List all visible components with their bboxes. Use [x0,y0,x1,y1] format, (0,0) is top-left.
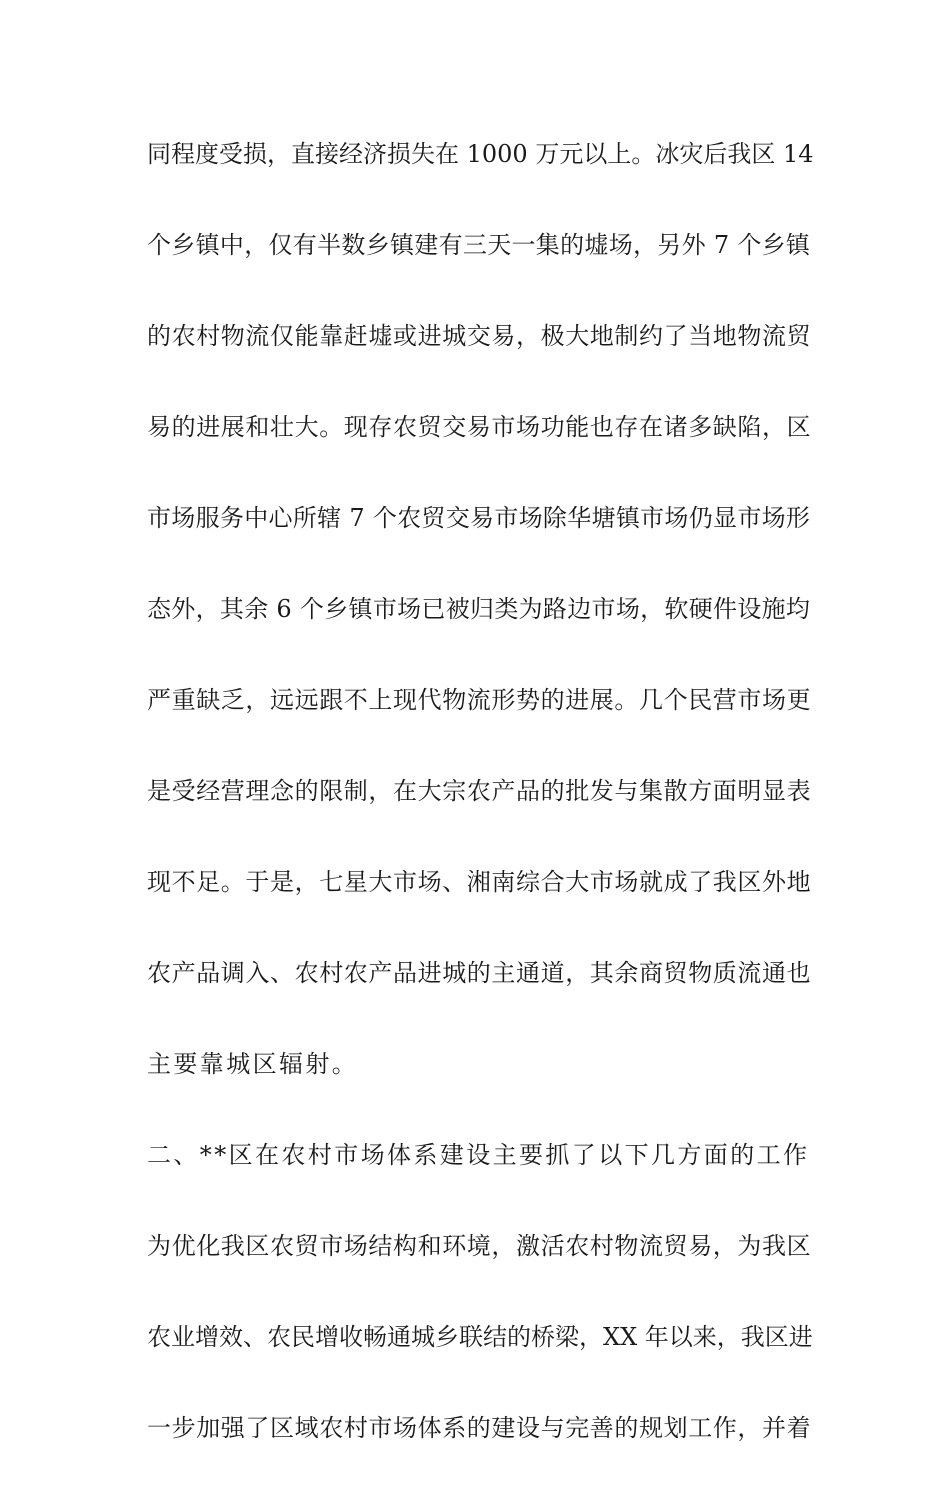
text-line-14: 农业增效、农民增收畅通城乡联结的桥梁，XX 年以来，我区进 [147,1323,813,1351]
text-line-13: 为优化我区农贸市场结构和环境，激活农村物流贸易，为我区 [147,1232,812,1260]
text-line-2: 个乡镇中，仅有半数乡镇建有三天一集的墟场，另外 7 个乡镇 [147,231,811,259]
text-line-7: 严重缺乏，远远跟不上现代物流形势的进展。几个民营市场更 [147,686,812,714]
text-line-9: 现不足。于是，七星大市场、湘南综合大市场就成了我区外地 [147,868,812,896]
body-text [147,131,817,1496]
section-heading: 二、**区在农村市场体系建设主要抓了以下几方面的工作 [147,1141,810,1169]
text-line-5: 市场服务中心所辖 7 个农贸交易市场除华塘镇市场仍显市场形 [147,504,811,532]
text-line-3: 的农村物流仅能靠赶墟或进城交易，极大地制约了当地物流贸 [147,322,812,350]
text-line-15: 一步加强了区域农村市场体系的建设与完善的规划工作，并着 [147,1414,812,1442]
text-line-11: 主要靠城区辐射。 [147,1050,359,1078]
text-line-8: 是受经营理念的限制，在大宗农产品的批发与集散方面明显表 [147,777,812,805]
text-line-1: 同程度受损，直接经济损失在 1000 万元以上。冰灾后我区 14 [147,140,814,168]
text-line-6: 态外，其余 6 个乡镇市场已被归类为路边市场，软硬件设施均 [147,595,811,623]
text-line-10: 农产品调入、农村农产品进城的主通道，其余商贸物质流通也 [147,959,812,987]
text-line-4: 易的进展和壮大。现存农贸交易市场功能也存在诸多缺陷，区 [147,413,812,441]
